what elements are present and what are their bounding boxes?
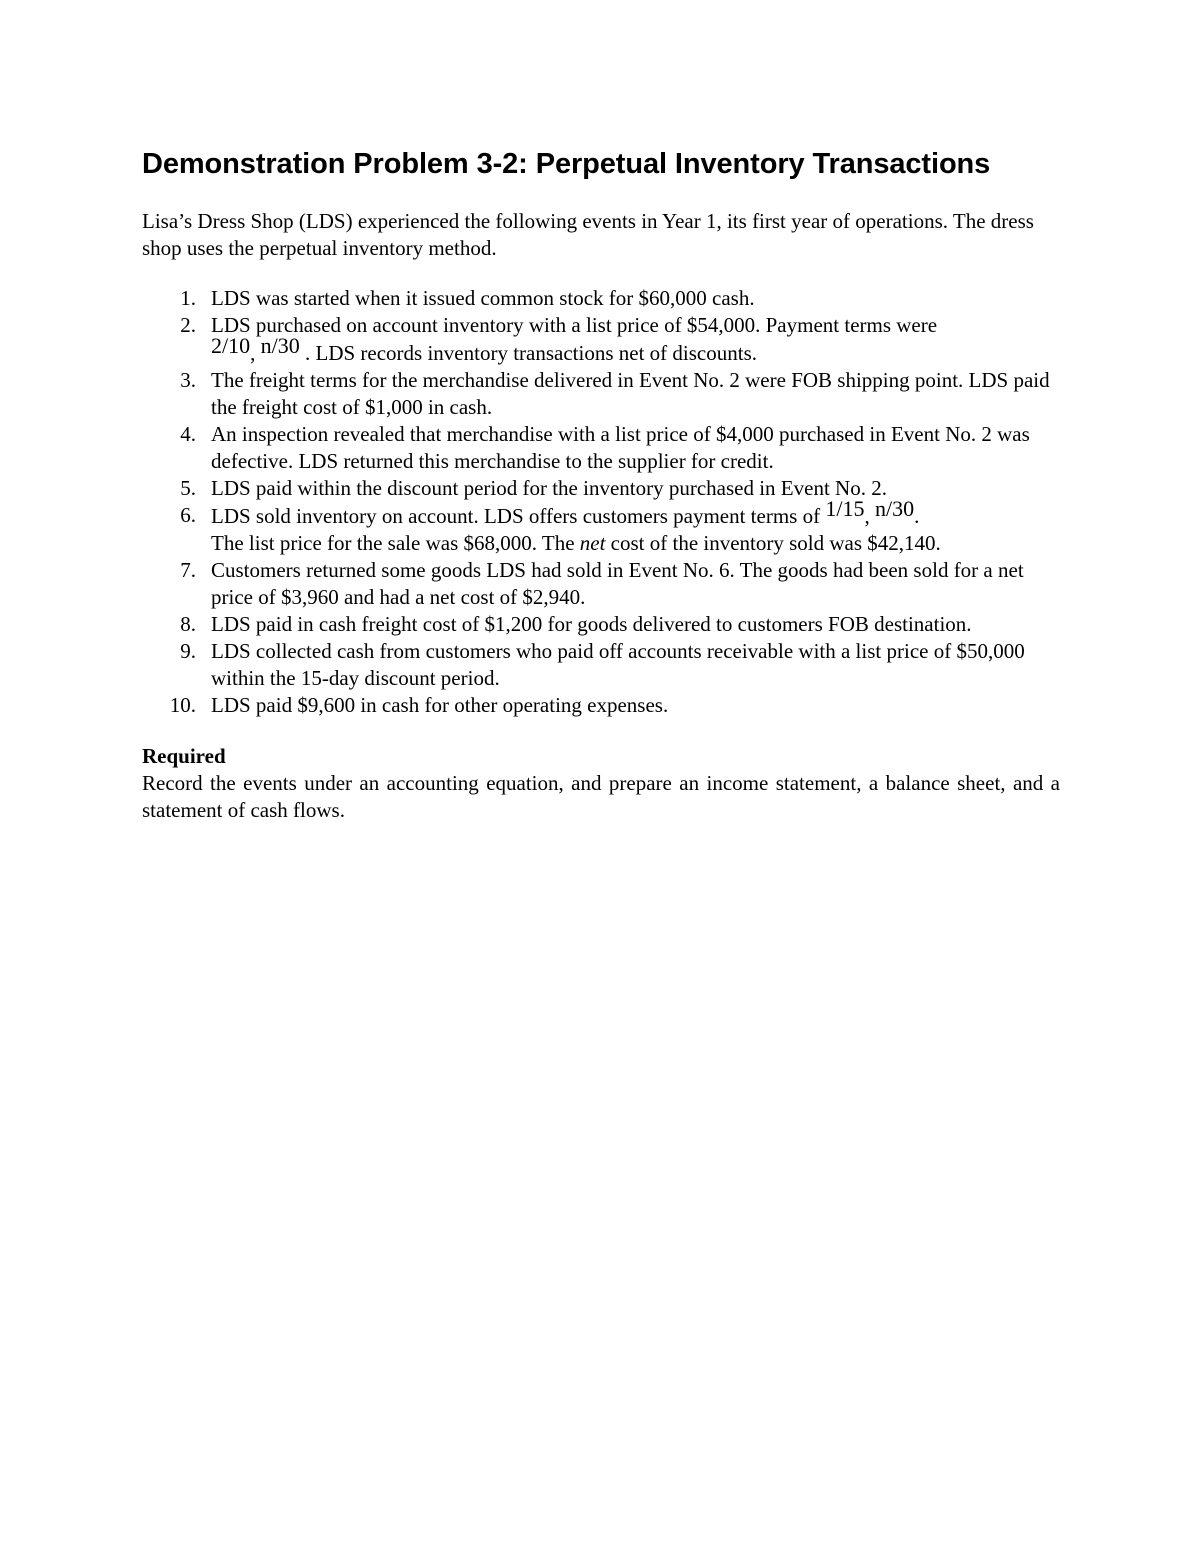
payment-terms-net: n/30 [260, 333, 300, 358]
list-item-number: 10. [169, 693, 196, 717]
terms-separator: , [250, 341, 256, 365]
list-item [142, 285, 1060, 312]
terms-separator: , [864, 504, 870, 528]
list-item-text: LDS was started when it issued common stock for $60,000 cash. [211, 286, 755, 310]
list-item-number: 7. [180, 558, 196, 582]
list-item-number: 9. [180, 639, 196, 663]
list-item-text: LDS purchased on account inventory with a list price of $54,000. Payment terms were [211, 313, 938, 337]
list-item-number: 8. [180, 612, 196, 636]
list-item-text: LDS sold inventory on account. LDS offers customers payment terms of [211, 504, 821, 528]
list-item-number: 6. [180, 503, 196, 527]
list-item-text: LDS paid in cash freight cost of $1,200 for goods delivered to customers FOB destination. [211, 612, 972, 636]
list-item-number: 3. [180, 368, 196, 392]
emphasis-net: net [579, 531, 606, 555]
list-item-number: 5. [180, 476, 196, 500]
list-item-text: cost of the inventory sold was $42,140. [610, 531, 941, 555]
list-item [142, 421, 1060, 475]
list-item [142, 692, 1060, 719]
list-item [142, 557, 1060, 611]
list-item-text: LDS paid within the discount period for the inventory purchased in Event No. 2. [211, 476, 887, 500]
list-item-text: . [914, 504, 920, 528]
list-item [142, 496, 1060, 557]
list-item-number: 1. [180, 286, 196, 310]
list-item [142, 611, 1060, 638]
list-item-number: 2. [180, 313, 196, 337]
required-heading: Required [142, 744, 226, 768]
payment-terms-discount: 1/15 [825, 496, 865, 521]
events-list [142, 285, 1060, 719]
payment-terms-net: n/30 [874, 496, 915, 521]
payment-terms-discount: 2/10 [211, 333, 251, 358]
list-item-text: An inspection revealed that merchandise with a list price of $4,000 purchased in Event No. 2 was defective. LDS returned this merchandise to the supplier for credit. [211, 422, 1030, 473]
required-paragraph: Record the events under an accounting equation, and prepare an income statement, a balance sheet, and a statement of cash flows. [142, 771, 1060, 822]
list-item-text: LDS collected cash from customers who paid off accounts receivable with a list price of $50,000 within the 15-day discount period. [211, 639, 1025, 690]
list-item-text: . LDS records inventory transactions net of discounts. [305, 341, 757, 365]
list-item [142, 638, 1060, 692]
list-item-text: The list price for the sale was $68,000. The [211, 531, 575, 555]
list-item-text: LDS paid $9,600 in cash for other operating expenses. [211, 693, 669, 717]
document-page [142, 140, 1060, 824]
page-title: Demonstration Problem 3-2: Perpetual Inventory Transactions [142, 148, 991, 180]
list-item-text: The freight terms for the merchandise delivered in Event No. 2 were FOB shipping point. LDS paid the freight cost of $1,000 in cash. [211, 368, 1050, 419]
list-item [142, 475, 1060, 502]
list-item-text: Customers returned some goods LDS had sold in Event No. 6. The goods had been sold for a net price of $3,960 and had a net cost of $2,940. [211, 558, 1024, 609]
list-item [142, 312, 1060, 367]
intro-paragraph: Lisa’s Dress Shop (LDS) experienced the following events in Year 1, its first year of operations. The dress shop uses the perpetual inventory method. [142, 209, 1034, 260]
list-item [142, 367, 1060, 421]
list-item-number: 4. [180, 422, 196, 446]
